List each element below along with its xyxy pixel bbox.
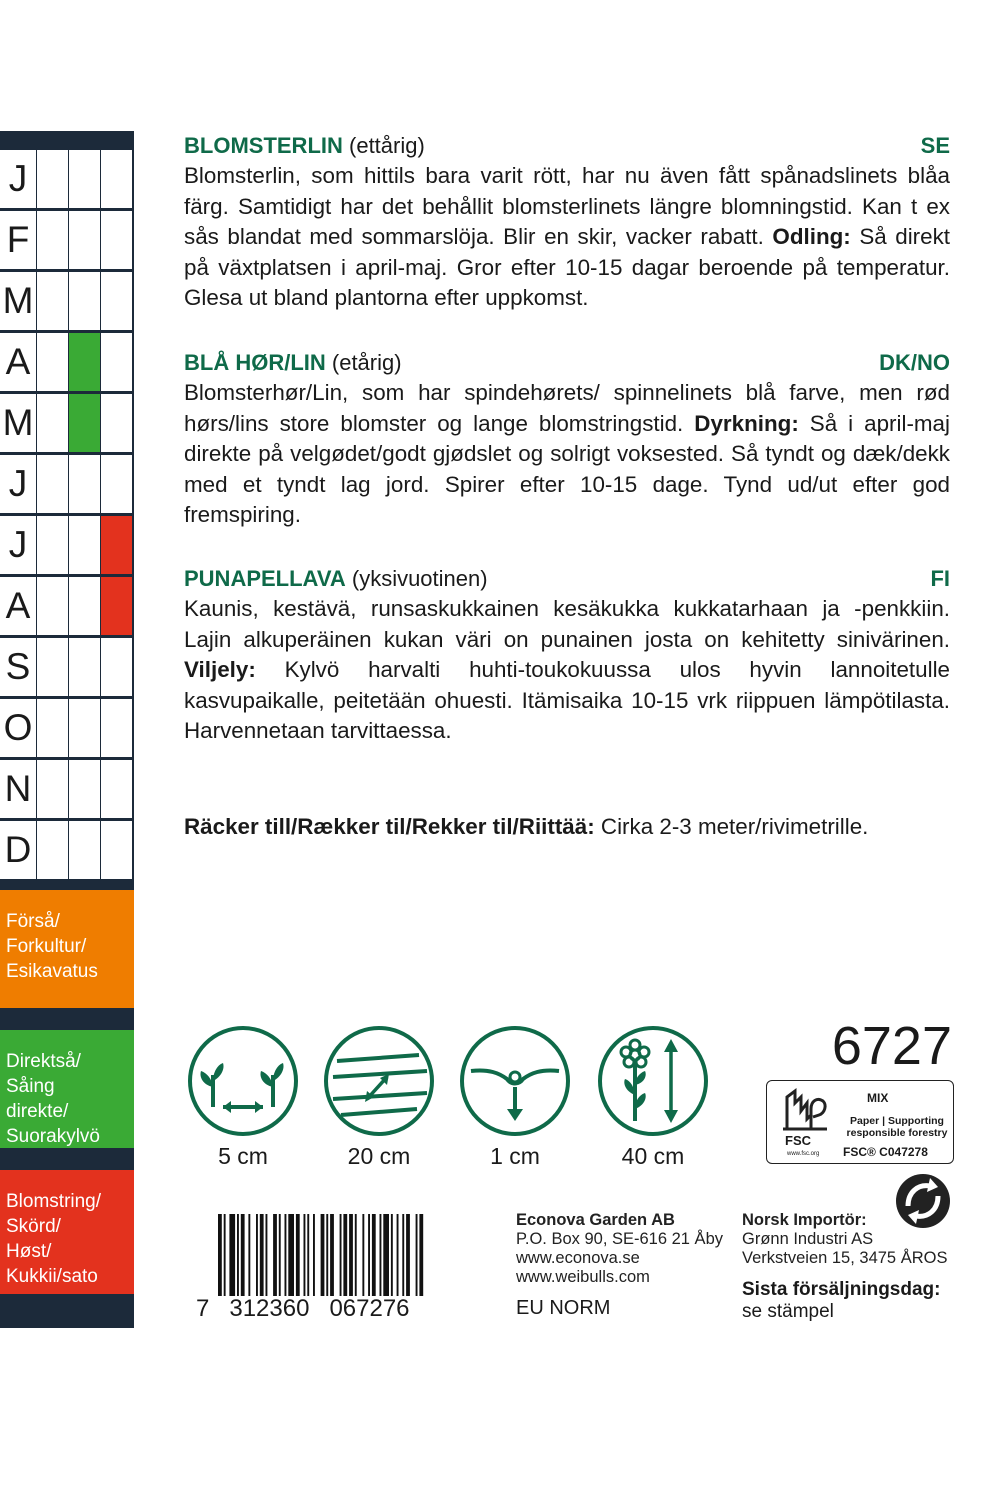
barcode-bar <box>218 1214 222 1296</box>
fsc-mix: MIX <box>867 1091 889 1105</box>
calendar-cell-sow-direct <box>69 699 100 757</box>
sowing-range <box>184 812 950 842</box>
legend-line: Direktså/ <box>6 1051 81 1072</box>
eu-norm: EU NORM <box>516 1297 611 1319</box>
plant-height-label: 40 cm <box>621 1143 685 1169</box>
legend-sow-indoor <box>0 890 134 1008</box>
cultivation-text: Så i april-maj direkte på velgødet/godt gjødslet og solrigt voksested. Så tyndt og dæk/dekk med et tyndt lag jord. Spirer efter 10-15 dage. Tynd ud/ut efter god fremspiring. <box>184 410 950 528</box>
month-letter: M <box>0 272 36 330</box>
calendar-month-row <box>0 272 134 333</box>
section-text <box>184 161 950 314</box>
legend-line: Såing <box>6 1076 55 1097</box>
barcode-bar <box>237 1214 239 1296</box>
barcode-bar <box>288 1214 294 1296</box>
section-title: BLÅ HØR/LIN <box>184 350 326 375</box>
fsc-tree-icon <box>781 1087 831 1133</box>
section-header <box>184 348 950 378</box>
description-text: Blomsterhør/Lin, som har spindehørets/ spinnelinets blå farve, men rød hørs/lins store blomster og lange blomstringstid. <box>184 380 950 436</box>
calendar-cell-sow-indoor <box>37 516 68 574</box>
calendar-cell-sow-direct <box>69 577 100 635</box>
cultivation-label: Viljely: <box>184 657 256 683</box>
barcode-bar <box>340 1214 342 1296</box>
calendar-month-row <box>0 577 134 638</box>
last-sale-value: se stämpel <box>742 1301 834 1322</box>
barcode-bar <box>383 1214 389 1296</box>
calendar-month-row <box>0 211 134 272</box>
calendar-cell-harvest <box>101 821 132 879</box>
barcode-bar <box>285 1214 287 1296</box>
calendar-cell-harvest <box>101 394 132 452</box>
calendar-cell-sow-indoor <box>37 821 68 879</box>
importer-name: Grønn Industri AS <box>742 1230 874 1248</box>
company-info <box>516 1211 723 1287</box>
fsc-url: www.fsc.org <box>787 1151 820 1157</box>
legend-line: Kukkii/sato <box>6 1266 98 1287</box>
section-subtitle: (etårig) <box>325 350 402 375</box>
calendar-cell-harvest <box>101 272 132 330</box>
article-number: 6727 <box>831 1016 952 1076</box>
barcode-bar <box>343 1214 347 1296</box>
company-name: Econova Garden AB <box>516 1211 675 1229</box>
month-letter: J <box>0 516 36 574</box>
calendar-cell-sow-direct <box>69 211 100 269</box>
importer-info <box>742 1211 947 1268</box>
calendar-cell-harvest <box>101 333 132 391</box>
month-letter: J <box>0 150 36 208</box>
fsc-logo-text: FSC <box>785 1133 811 1148</box>
barcode-bar <box>402 1214 404 1296</box>
calendar-cell-sow-indoor <box>37 272 68 330</box>
barcode-bar <box>296 1214 300 1296</box>
barcode-bar <box>391 1214 393 1296</box>
barcode-bar <box>321 1214 325 1296</box>
importer-title: Norsk Importör: <box>742 1211 867 1229</box>
language-code: FI <box>930 566 950 591</box>
legend-line: Förså/ <box>6 911 60 932</box>
legend-line: Skörd/ <box>6 1216 61 1237</box>
calendar-month-row <box>0 333 134 394</box>
barcode-bar <box>368 1214 370 1296</box>
calendar-cell-sow-indoor <box>37 150 68 208</box>
fsc-code: FSC® C047278 <box>843 1145 928 1159</box>
calendar-cell-sow-indoor <box>37 394 68 452</box>
calendar-month-row <box>0 760 134 821</box>
calendar-cell-sow-direct <box>69 333 100 391</box>
barcode-bar <box>248 1214 250 1296</box>
calendar-cell-sow-direct <box>69 455 100 513</box>
last-sale-date <box>742 1279 940 1323</box>
legend-line: Blomstring/ <box>6 1191 102 1212</box>
calendar-cell-harvest <box>101 577 132 635</box>
calendar-month-row <box>0 150 134 211</box>
calendar-month-row <box>0 516 134 577</box>
company-address: P.O. Box 90, SE-616 21 Åby <box>516 1230 723 1248</box>
barcode-bar <box>260 1214 264 1296</box>
row-spacing-label: 20 cm <box>347 1143 411 1169</box>
barcode-bar <box>279 1214 281 1296</box>
legend-harvest <box>0 1170 134 1294</box>
legend-line: direkte/ <box>6 1101 69 1122</box>
section-title: PUNAPELLAVA <box>184 566 346 591</box>
month-letter: D <box>0 821 36 879</box>
section-title: BLOMSTERLIN <box>184 133 343 158</box>
calendar-cell-harvest <box>101 516 132 574</box>
barcode-bar <box>224 1214 226 1296</box>
calendar-cell-sow-direct <box>69 638 100 696</box>
range-value: Cirka 2-3 meter/rivimetrille. <box>594 814 869 839</box>
calendar-cell-harvest <box>101 211 132 269</box>
calendar-cell-sow-indoor <box>37 333 68 391</box>
barcode-bar <box>419 1214 423 1296</box>
legend-sow-direct <box>0 1030 134 1148</box>
section-header <box>184 564 950 594</box>
plant-height-icon <box>597 1025 709 1137</box>
legend-line: Esikavatus <box>6 961 98 982</box>
plant-spacing-label: 5 cm <box>218 1143 268 1169</box>
barcode-bar <box>304 1214 306 1296</box>
month-letter: F <box>0 211 36 269</box>
barcode-bar <box>355 1214 357 1296</box>
barcode-bar <box>330 1214 334 1296</box>
range-label: Räcker till/Rækker til/Rekker til/Riittää: <box>184 814 595 839</box>
barcode-bar <box>372 1214 376 1296</box>
calendar-cell-sow-direct <box>69 760 100 818</box>
calendar-cell-sow-direct <box>69 516 100 574</box>
plant-spacing-icon <box>187 1025 299 1137</box>
calendar-cell-sow-indoor <box>37 211 68 269</box>
section-subtitle: (ettårig) <box>342 133 425 158</box>
cultivation-text: Kylvö harvalti huhti-toukokuussa ulos hyvin lannoitetulle kasvupaikalle, peitetään ohuesti. Itämisaika 10-15 vrk riippuen lämpötilasta. Harvennetaan tarvittaessa. <box>184 657 950 744</box>
barcode-bar <box>362 1214 364 1296</box>
calendar-cell-sow-direct <box>69 394 100 452</box>
barcode-bar <box>349 1214 353 1296</box>
section-text <box>184 594 950 747</box>
language-code: SE <box>920 133 950 158</box>
calendar-cell-sow-direct <box>69 821 100 879</box>
barcode <box>218 1214 472 1296</box>
calendar-month-row <box>0 394 134 455</box>
calendar-cell-sow-indoor <box>37 455 68 513</box>
calendar-cell-harvest <box>101 150 132 208</box>
barcode-bar <box>326 1214 328 1296</box>
barcode-bar <box>416 1214 418 1296</box>
month-letter: N <box>0 760 36 818</box>
barcode-bar <box>307 1214 309 1296</box>
barcode-bar <box>397 1214 399 1296</box>
barcode-bar <box>273 1214 277 1296</box>
legend-line: Høst/ <box>6 1241 52 1262</box>
barcode-number: 7 312360 067276 <box>196 1295 410 1322</box>
section-danish-norwegian <box>184 348 950 531</box>
language-code: DK/NO <box>879 350 950 375</box>
calendar-month-row <box>0 638 134 699</box>
section-text <box>184 378 950 531</box>
barcode-bar <box>380 1214 382 1296</box>
calendar-cell-sow-indoor <box>37 577 68 635</box>
calendar-cell-sow-indoor <box>37 760 68 818</box>
month-letter: S <box>0 638 36 696</box>
legend-line: Suorakylvö <box>6 1126 100 1147</box>
calendar-cell-harvest <box>101 455 132 513</box>
calendar-cell-harvest <box>101 638 132 696</box>
sowing-depth-label: 1 cm <box>490 1143 540 1169</box>
barcode-bar <box>229 1214 235 1296</box>
section-swedish <box>184 131 950 314</box>
barcode-bar <box>241 1214 245 1296</box>
row-spacing-icon <box>323 1025 435 1137</box>
month-letter: A <box>0 577 36 635</box>
fsc-description: Paper | Supporting responsible forestry <box>846 1115 948 1139</box>
calendar-cell-harvest <box>101 760 132 818</box>
barcode-bar <box>266 1214 268 1296</box>
legend-line: Forkultur/ <box>6 936 87 957</box>
cultivation-label: Odling: <box>772 224 851 250</box>
calendar-cell-sow-indoor <box>37 638 68 696</box>
company-website: www.econova.se <box>516 1249 640 1267</box>
month-letter: O <box>0 699 36 757</box>
calendar-cell-sow-direct <box>69 272 100 330</box>
cultivation-text: Så direkt på växtplatsen i april-maj. Gror efter 10-15 dagar beroende på temperatur. Glesa ut bland plantorna efter uppkomst. <box>184 224 950 311</box>
description-text: Blomsterlin, som hittils bara varit rött, har nu även fått spånadslinets blåa färg. Samtidigt har det behållit blomsterlinets längre blomningstid. Kan t ex sås blandat med sommarslöja. Blir en skir, vacker rabatt. <box>184 163 950 250</box>
calendar-cell-harvest <box>101 699 132 757</box>
importer-address: Verkstveien 15, 3475 ÅROS <box>742 1249 948 1267</box>
calendar-month-row <box>0 821 134 882</box>
section-header <box>184 131 950 161</box>
sowing-depth-icon <box>459 1025 571 1137</box>
last-sale-label: Sista försäljningsdag: <box>742 1279 941 1300</box>
section-subtitle: (yksivuotinen) <box>345 566 488 591</box>
fsc-label <box>766 1080 954 1164</box>
description-text: Kaunis, kestävä, runsaskukkainen kesäkukka kukkatarhaan ja -penkkiin. Lajin alkuperäinen kukan väri on punainen josta on kehitetty sinivärinen. <box>184 596 950 652</box>
calendar-month-row <box>0 455 134 516</box>
barcode-bar <box>313 1214 315 1296</box>
month-letter: M <box>0 394 36 452</box>
barcode-bar <box>256 1214 258 1296</box>
calendar-cell-sow-indoor <box>37 699 68 757</box>
barcode-bar <box>406 1214 410 1296</box>
month-letter: A <box>0 333 36 391</box>
month-letter: J <box>0 455 36 513</box>
cultivation-label: Dyrkning: <box>694 410 799 436</box>
section-finnish <box>184 564 950 747</box>
calendar-cell-sow-direct <box>69 150 100 208</box>
company-website: www.weibulls.com <box>516 1268 650 1286</box>
calendar-month-row <box>0 699 134 760</box>
